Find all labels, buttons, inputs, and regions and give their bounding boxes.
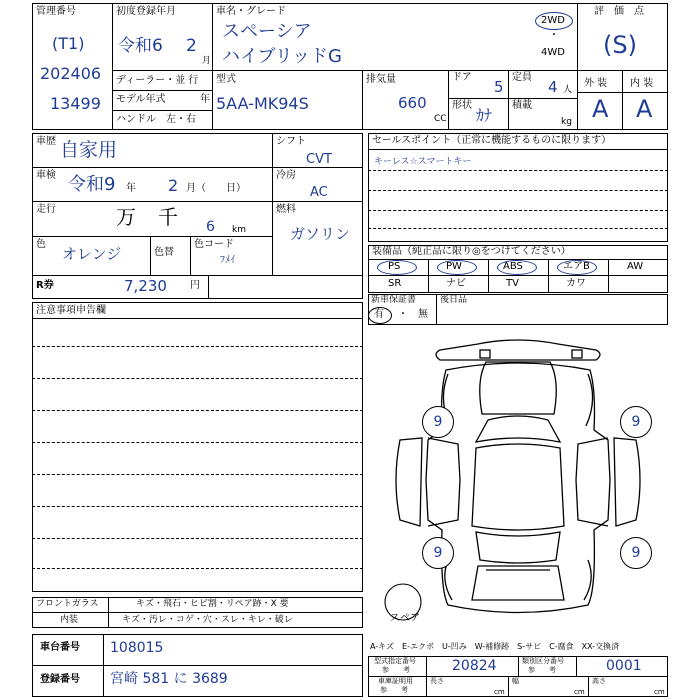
history-label: 車歴 (36, 136, 56, 147)
equip-aw: AW (627, 261, 644, 272)
mileage-value: 6 (206, 219, 215, 235)
ac-label: 冷房 (276, 170, 296, 181)
class-value: 0001 (606, 658, 642, 674)
door-label: ドア (452, 72, 472, 83)
history-value: 自家用 (60, 139, 118, 161)
cc-unit: CC (434, 114, 447, 124)
type-designation-value: 20824 (452, 658, 497, 674)
ac-value: AC (310, 185, 328, 200)
interior-label: 内 装 (630, 78, 654, 89)
capacity-label: 定員 (512, 72, 532, 83)
equip-tv: TV (506, 278, 519, 289)
equip-ps: PS (388, 261, 401, 272)
model-year-unit: 年 (200, 94, 210, 105)
mgmt-no-label: 管理番号 (36, 6, 76, 17)
cert-label: 車庫証明用 (378, 677, 413, 685)
shape-label: 形状 (452, 100, 472, 111)
height-label: 高さ (592, 677, 606, 685)
class-sub: 参 考 (528, 666, 556, 674)
shift-label: シフト (276, 136, 306, 147)
type-label: 型式 (216, 74, 236, 85)
notes-label: 注意事項申告欄 (36, 305, 106, 316)
exterior-label: 外 装 (584, 78, 608, 89)
plate-label: 登録番号 (40, 674, 80, 685)
chassis-label: 車台番号 (40, 642, 80, 653)
fuel-value: ガソリン (290, 225, 351, 243)
exterior-value: A (592, 95, 609, 123)
car-name-label: 車名・グレード (216, 6, 286, 17)
shape-value: ｶﾅ (476, 106, 493, 125)
plate-value: 宮崎 581 に 3689 (110, 671, 228, 687)
inspection-era: 令和9 (68, 174, 116, 195)
new-car-warranty-label: 新車保証書 (371, 295, 417, 305)
equip-sr: SR (388, 278, 402, 289)
capacity-unit: 人 (563, 85, 573, 95)
drive-2wd: 2WD (541, 15, 565, 26)
capacity-value: 4 (548, 78, 558, 96)
km-unit: km (232, 225, 246, 235)
equip-abs: ABS (503, 261, 523, 272)
kg-unit: kg (561, 117, 572, 127)
mileage-sen-unit: 千 (158, 205, 178, 229)
color-value: オレンジ (62, 245, 122, 263)
length-unit: cm (494, 688, 505, 696)
interior-value: A (636, 95, 653, 123)
car-body-diagram (368, 330, 668, 630)
front-glass-label: フロントガラス (36, 599, 99, 609)
tire-rear-left: 9 (422, 537, 454, 569)
recycle-yen-unit: 円 (190, 280, 200, 291)
first-reg-label: 初度登録年月 (116, 6, 176, 17)
damage-legend: A-キズ E-エクボ U-凹み W-補修跡 S-サビ C-腐食 XX-交換済 (370, 642, 620, 651)
equip-pw: PW (446, 261, 462, 272)
mgmt-date: 202406 (40, 64, 102, 83)
length-label: 長さ (430, 677, 444, 685)
warranty-no: 無 (418, 309, 428, 320)
recycle-value: 7,230 (124, 277, 167, 295)
interior-condition-value: キズ・汚レ・コゲ・穴・スレ・キレ・破レ (122, 615, 293, 625)
width-label: 幅 (512, 677, 519, 685)
rating-value: (S) (603, 31, 637, 59)
color-label: 色 (36, 239, 46, 250)
sales-points-line1: キーレス☆スマートキー (374, 157, 472, 167)
mgmt-number: 13499 (50, 94, 101, 113)
class-label: 類別区分番号 (522, 657, 564, 665)
mileage-label: 走行 (36, 204, 56, 215)
ato-label: 後日品 (440, 295, 468, 305)
warranty-dot: ・ (398, 309, 408, 320)
drive-4wd: 4WD (541, 47, 565, 58)
equipment-label: 装備品（純正品に限り◎をつけてください） (372, 246, 571, 257)
color-code-value: ﾌﾒｲ (220, 255, 235, 266)
height-unit: cm (654, 688, 665, 696)
equip-airbag: エアB (563, 261, 590, 272)
tire-front-left: 9 (422, 406, 454, 438)
spare-label: スペア (390, 613, 420, 624)
mgmt-code: (T1) (52, 34, 85, 53)
dealer-label: ディーラー・並 行 (116, 75, 199, 86)
inspection-label: 車検 (36, 170, 56, 181)
interior-condition-label: 内装 (60, 615, 79, 625)
car-name-line2: ハイブリッドG (222, 46, 342, 67)
color-code-label: 色コード (194, 239, 234, 250)
model-year-label: モデル年式 (116, 94, 166, 105)
shift-value: CVT (306, 152, 332, 167)
equip-leather: カワ (566, 278, 586, 289)
first-reg-era: 令和6 (118, 36, 163, 56)
inspection-year-unit: 年 (126, 183, 136, 194)
tire-rear-right: 9 (620, 537, 652, 569)
equip-navi: ナビ (446, 278, 466, 289)
type-designation-label: 型式指定番号 (374, 657, 416, 665)
drive-dot: ・ (549, 30, 559, 41)
first-reg-month: 2 (186, 36, 197, 56)
handle-label: ハンドル 左・右 (116, 114, 196, 125)
color-change-label: 色替 (154, 247, 174, 258)
fuel-label: 燃料 (276, 204, 296, 215)
door-value: 5 (494, 78, 504, 96)
inspection-month-paren: 月（ 日） (186, 183, 246, 194)
rating-label: 評 価 点 (594, 6, 644, 17)
first-reg-month-unit: 月 (202, 56, 212, 66)
load-label: 積載 (512, 100, 532, 111)
recycle-label: R券 (36, 280, 54, 291)
displacement-value: 660 (398, 94, 427, 112)
width-unit: cm (574, 688, 585, 696)
tire-front-right: 9 (620, 406, 652, 438)
sales-points-label: セールスポイント（正常に機能するものに限ります） (372, 135, 612, 146)
type-value: 5AA-MK94S (216, 94, 309, 113)
cert-sub: 参 考 (380, 686, 408, 694)
front-glass-value: キズ・飛石・ヒビ割・リペア跡・X 要 (136, 599, 289, 609)
chassis-value: 108015 (110, 640, 164, 656)
type-designation-sub: 参 考 (382, 666, 410, 674)
warranty-yes: 有 (374, 309, 384, 320)
inspection-month: 2 (168, 176, 179, 195)
displacement-label: 排気量 (366, 74, 396, 85)
car-name-line1: スペーシア (222, 21, 312, 42)
mileage-man-unit: 万 (116, 205, 136, 229)
